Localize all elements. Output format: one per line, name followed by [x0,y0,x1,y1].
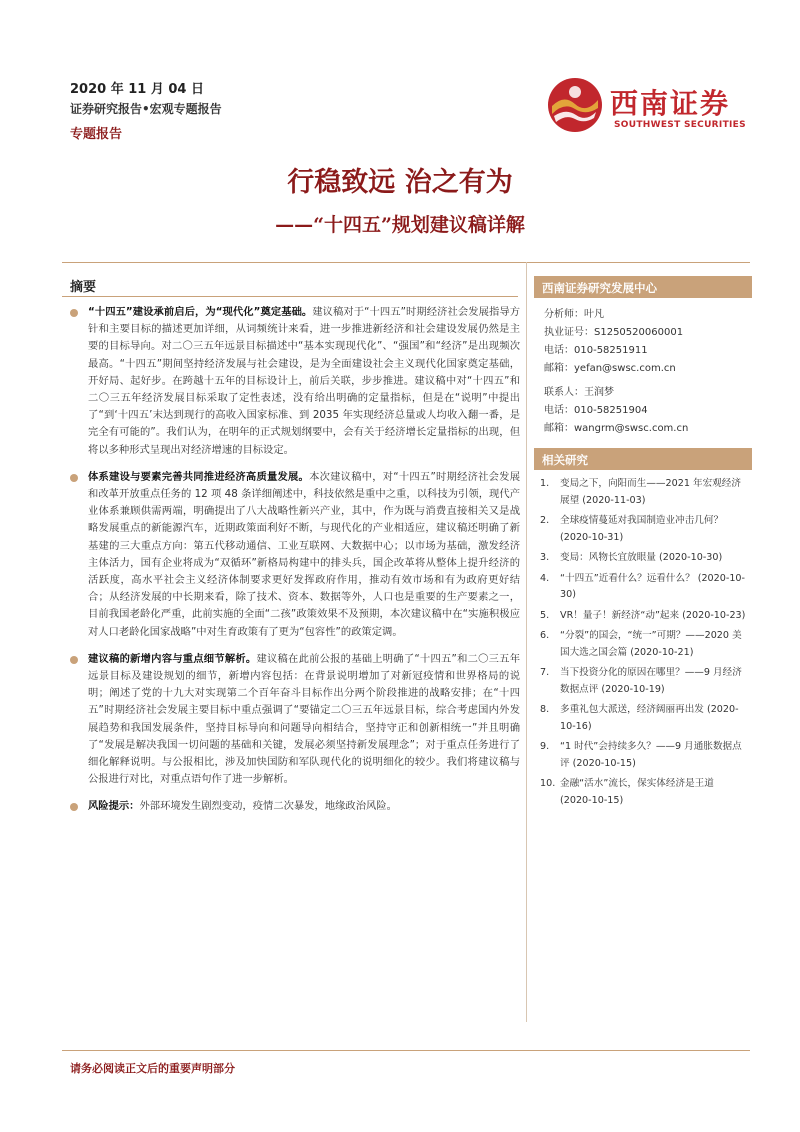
logo-name-en: SOUTHWEST SECURITIES [614,120,746,130]
related-item[interactable]: 6. “分裂”的国会，“统一”可期？——2020 美国大选之国会篇 (2020-10-21) [540,630,742,658]
bullet-dot-icon [70,803,78,811]
bullet-dot-icon [70,309,78,317]
bullet-dot-icon [70,656,78,664]
report-category: 证券研究报告•宏观专题报告 [70,102,222,116]
abstract-divider [62,296,518,297]
bullet-lead: 风险提示： [88,800,140,813]
sidebar [534,276,752,813]
abstract-bullets [66,304,520,826]
bullet-lead: 体系建设与要素完善共同推进经济高质量发展。 [88,470,310,483]
bullet-text: 外部环境发生剧烈变动，疫情二次暴发，地缘政治风险。 [139,800,397,813]
footer-divider [62,1050,750,1051]
analyst-info [534,298,752,438]
abstract-bullet [66,651,520,789]
logo-name-cn: 西南证券 [610,87,731,120]
page-subtitle: ——“十四五”规划建议稿详解 [275,214,525,236]
related-item[interactable]: 7. 当下投资分化的原因在哪里？——9 月经济数据点评 (2020-10-19) [540,667,742,695]
related-item[interactable]: 10. 金融“活水”流长，保实体经济是王道 (2020-10-15) [540,778,714,806]
contact-name: 联系人：王润梦 [544,387,614,398]
abstract-bullet [66,469,520,641]
logo-emblem-icon [546,76,604,134]
bullet-lead: “十四五”建设承前启后，为“现代化”奠定基础。 [88,306,313,318]
abstract-heading: 摘要 [70,280,97,295]
related-item[interactable]: 5. VR！量子！新经济“动”起来 (2020-10-23) [540,609,746,621]
bullet-text: 建议稿在此前公报的基础上明确了“十四五”和二〇三五年远景目标及建设规划的细节，新增内容包括：在背景说明增加了对新冠疫情和世界格局的说明；阐述了党的十九大对实现第二个百年奋斗目标作出分两个阶段推进的战略安排；在“十四五”时期经济社会发展主要目标中重点强调了“要锚定二〇三五年远景目标，综合考虑国内外发展趋势和我国发展条件，坚持目标导向和问题导向相结合，坚持守正和创新相统一”并且明确了“发展是解决我国一切问题的基础和关键，发展必须坚持新发展理念”；对于重点任务进行了细化解释说明。与公报相比，涉及加快国防和军队现代化的说明细化的较少。我们将建议稿与公报进行对比，对重点语句作了进一步解析。 [88,652,521,786]
analyst-name: 分析师：叶凡 [544,309,604,320]
bullet-dot-icon [70,474,78,482]
related-research-list [534,470,752,809]
abstract-bullet [66,798,520,815]
related-research-title: 相关研究 [534,448,752,470]
bullet-text: 建议稿对于“十四五”时期经济社会发展指导方针和主要目标的描述更加详细，从词频统计来看，进一步推进新经济和社会建设发展仍然是主要的目标导向。对二〇三五年远景目标描述中“基本实现现代化”、“强国”和“经济”是出现频次最高。“十四五”期间坚持经济发展与社会建设，是为全面建设社会主义现代化国家奠定基础，开好局、起好步。在跨越十五年的目标设计上，前后关联，步步推进。建议稿中对“十四五”和二〇三五年经济发展目标采取了定性表述，没有给出明确的定量指标，但是在“说明”中提出了“到‘十四五’末达到现行的高收入国家标准、到 2035 年实现经济总量或人均收入翻一番，是完全有可能的”。我们认为，在明年的正式规划纲要中，会有关于经济增长定量指标的出现，但将以多种形式呈现出对经济增速的目标设定。 [88,306,521,456]
analyst-phone: 电话：010-58251911 [544,345,648,356]
research-center-title: 西南证券研究发展中心 [534,276,752,298]
related-item[interactable]: 8. 多重礼包大派送，经济阔丽再出发 (2020-10-16) [540,704,739,732]
column-divider [526,262,527,1022]
report-date: 2020 年 11 月 04 日 [70,82,204,97]
related-item[interactable]: 4. “十四五”近看什么？远看什么？ (2020-10-30) [540,572,745,600]
contact-email[interactable]: 邮箱：wangrm@swsc.com.cn [544,423,689,434]
page-title: 行稳致远 治之有为 [287,167,513,198]
bullet-text: 本次建议稿中，对“十四五”时期经济社会发展和改革开放重点任务的 12 项 48 条详细阐述中，科技依然是重中之重，以科技为引领，现代产业体系兼顾供需两端，明确提出了八大战略性新兴产业，其中，作为既与消费直接相关又是战略发展重点的新能源汽车，近期政策面利好不断，与现代化的产业相适应，建议稿还明确了新基建的三大重点方向：第五代移动通信、工业互联网、大数据中心；以市场为基础，激发经济主体活力，国有企业将成为“双循环”新格局构建中的排头兵，国企改革将从整体上提升经济的活跃度，高水平社会主义经济体制要求更好发挥政府作用，推动有效市场和有为政府更好结合；从经济发展的中长期来看，除了技术、资本、数据等外，人口也是重要的生产要素之一，目前我国老龄化严重，此前实施的全面“二孩”政策效果不及预期，本次建议稿中在“实施积极应对人口老龄化国家战略”中对生育政策有了更为“包容性”的政策定调。 [88,470,520,638]
abstract-bullet [66,304,520,459]
company-logo [546,72,746,138]
analyst-email[interactable]: 邮箱：yefan@swsc.com.cn [544,363,676,374]
related-item[interactable]: 9. “1 时代”会持续多久？——9 月通胀数据点评 (2020-10-15) [540,741,742,769]
analyst-license: 执业证号：S1250520060001 [544,327,684,338]
contact-phone: 电话：010-58251904 [544,405,648,416]
header-divider [62,262,750,263]
related-item[interactable]: 1. 变局之下，向阳而生——2021 年宏观经济展望 (2020-11-03) [540,478,741,506]
related-item[interactable]: 2. 全球疫情蔓延对我国制造业冲击几何？ (2020-10-31) [540,515,724,543]
bullet-lead: 建议稿的新增内容与重点细节解析。 [88,652,257,665]
footer-disclaimer: 请务必阅读正文后的重要声明部分 [70,1062,235,1075]
related-item[interactable]: 3. 变局：风物长宜放眼量 (2020-10-30) [540,552,723,563]
report-type: 专题报告 [70,127,123,142]
